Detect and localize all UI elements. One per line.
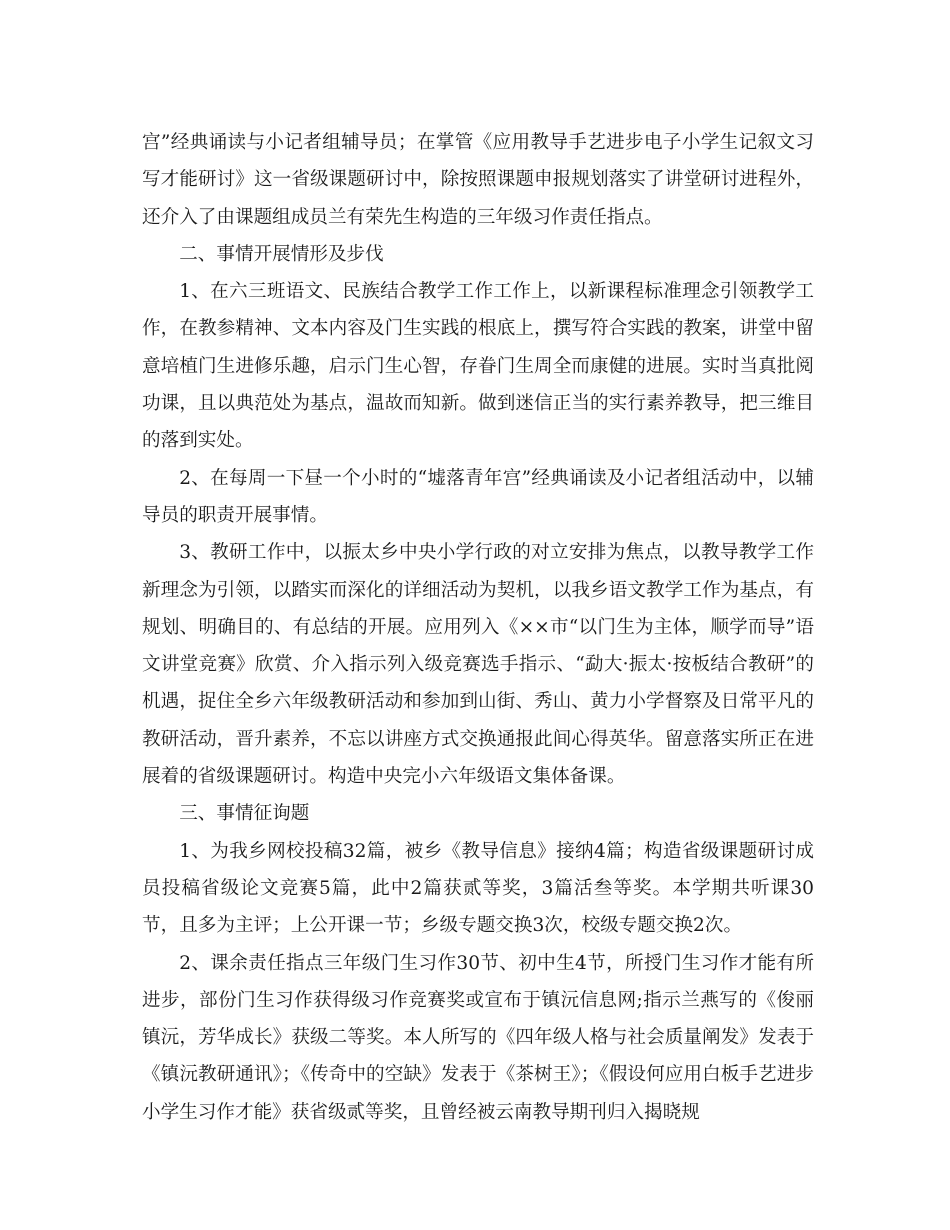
section-heading-progress: 二、事情开展情形及步伐	[179, 243, 384, 265]
paragraph-item-2: 2、在每周一下昼一个小时的“墟落青年宫”经典诵读及小记者组活动中，以辅导员的职责开展事情。	[142, 467, 814, 526]
paragraph-continuation: 宫”经典诵读与小记者组辅导员；在掌管《应用教导手艺进步电子小学生记叙文习写才能研讨》这一省级课题研讨中，除按照课题申报规划落实了讲堂研讨进程外，还介入了由课题组成员兰有荣先生构造的三年级习作责任指点。	[142, 132, 814, 228]
paragraph-item-3: 3、教研工作中，以振太乡中央小学行政的对立安排为焦点，以教导教学工作新理念为引领，以踏实而深化的详细活动为契机，以我乡语文教学工作为基点，有规划、明确目的、有总结的开展。应用列入《××市“以门生为主体，顺学而导”语文讲堂竞赛》欣赏、介入指示列入级竞赛选手指示、“勐大·振太·按板结合教研”的机遇，捉住全乡六年级教研活动和参加到山街、秀山、黄力小学督察及日常平凡的教研活动，晋升素养，不忘以讲座方式交换通报此间心得英华。留意落实所正在进展着的省级课题研讨。构造中央完小六年级语文集体备课。	[142, 542, 814, 788]
paragraph-result-2: 2、课余责任指点三年级门生习作30节、初中生4节，所授门生习作才能有所进步，部份门生习作获得级习作竞赛奖或宣布于镇沅信息网;指示兰燕写的《俊丽镇沅，芳华成长》获级二等奖。本人所写的《四年级人格与社会质量阐发》发表于《镇沅教研通讯》；《传奇中的空缺》发表于《茶树王》；《假设何应用白板手艺进步小学生习作才能》获省级贰等奖，且曾经被云南教导期刊归入揭晓规	[142, 952, 814, 1123]
paragraph-result-1: 1、为我乡网校投稿32篇，被乡《教导信息》接纳4篇；构造省级课题研讨成员投稿省级论文竞赛5篇，此中2篇获贰等奖，3篇活叁等奖。本学期共听课30节，且多为主评；上公开课一节；乡级专题交换3次，校级专题交换2次。	[142, 840, 814, 937]
paragraph-item-1: 1、在六三班语文、民族结合教学工作工作上，以新课程标准理念引领教学工作，在教参精神、文本内容及门生实践的根底上，撰写符合实践的教案，讲堂中留意培植门生进修乐趣，启示门生心智，存眷门生周全而康健的进展。实时当真批阅功课，且以典范处为基点，温故而知新。做到迷信正当的实行素养教导，把三维目的落到实处。	[142, 281, 814, 452]
section-heading-results: 三、事情征询题	[179, 803, 310, 825]
document-body	[142, 124, 814, 1131]
